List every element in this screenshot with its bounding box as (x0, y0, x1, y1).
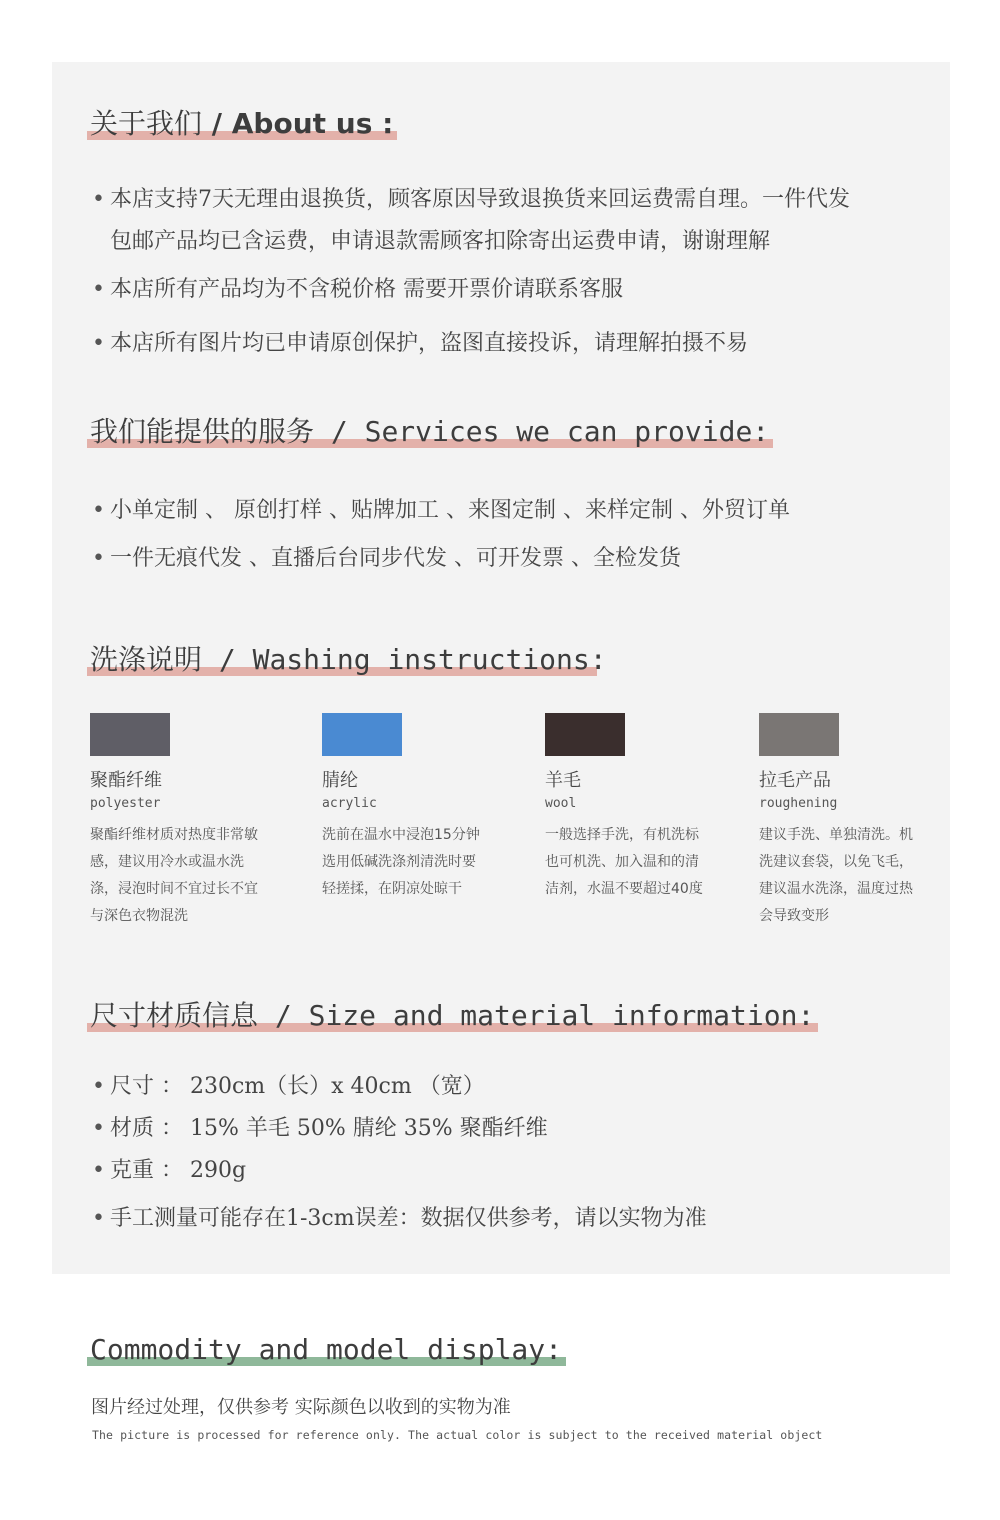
services-item-2: 一件无痕代发 、直播后台同步代发 、可开发票 、全检发货 (110, 546, 681, 571)
wash-desc: 聚酯纤维材质对热度非常敏感，建议用冷水或温水洗涤，浸泡时间不宜过长不宜与深色衣物混洗 (90, 827, 258, 924)
washing-heading-en: / Washing instructions: (202, 643, 607, 676)
about-item-2: 本店所有产品均为不含税价格 需要开票价请联系客服 (110, 277, 623, 302)
polyester-swatch (90, 713, 170, 756)
display-heading (90, 1330, 566, 1370)
about-list (90, 179, 850, 365)
display-note-cn: 图片经过处理，仅供参考 实际颜色以收到的实物为准 (91, 1397, 511, 1418)
about-section (90, 104, 397, 144)
services-heading-cn: 我们能提供的服务 (90, 415, 315, 448)
wash-en: roughening (759, 796, 838, 811)
wash-en: wool (545, 796, 577, 811)
roughening-swatch (759, 713, 839, 756)
size-item-4: 手工测量可能存在1-3cm误差：数据仅供参考，请以实物为准 (110, 1206, 707, 1231)
wash-name: 拉毛产品 (759, 770, 831, 791)
list-item (90, 1108, 707, 1150)
list-item (90, 1066, 707, 1108)
size-heading-en: / Size and material information: (258, 999, 815, 1032)
services-section (90, 412, 773, 452)
services-heading (90, 412, 773, 452)
about-heading-cn: 关于我们 (90, 107, 203, 140)
wash-name: 羊毛 (545, 770, 581, 791)
services-list (90, 490, 790, 580)
wash-item-acrylic (322, 713, 482, 903)
list-item (90, 323, 850, 365)
washing-section (90, 640, 611, 680)
washing-heading-cn: 洗涤说明 (90, 643, 203, 676)
list-item (90, 538, 790, 580)
wash-desc: 洗前在温水中浸泡15分钟选用低碱洗涤剂清洗时要轻搓揉，在阴凉处晾干 (322, 827, 480, 897)
list-item (90, 269, 850, 311)
list-item (90, 179, 850, 263)
wash-item-wool (545, 713, 705, 903)
washing-grid (90, 713, 950, 943)
wash-name: 腈纶 (322, 770, 358, 791)
washing-heading (90, 640, 611, 680)
wash-en: acrylic (322, 796, 377, 811)
about-item-1-line1: • 本店支持7天无理由退换货，顾客原因导致退换货来回运费需自理。一件代发 (110, 187, 850, 212)
wool-swatch (545, 713, 625, 756)
display-section (90, 1330, 566, 1370)
wash-desc: 一般选择手洗，有机洗标也可机洗、加入温和的清洁剂，水温不要超过40度 (545, 827, 703, 897)
size-section (90, 996, 818, 1036)
display-heading-en: Commodity and model display: (90, 1333, 563, 1366)
size-heading-cn: 尺寸材质信息 (90, 999, 259, 1032)
size-item-3: 克重 ： 290g (110, 1158, 247, 1183)
size-item-1: 尺寸 ： 230cm（长）x 40cm （宽） (110, 1074, 485, 1099)
wash-name: 聚酯纤维 (90, 770, 162, 791)
size-heading (90, 996, 818, 1036)
services-heading-en: / Services we can provide: (314, 415, 770, 448)
wash-desc: 建议手洗、单独清洗。机洗建议套袋，以免飞毛，建议温水洗涤，温度过热会导致变形 (759, 827, 913, 924)
about-item-3: 本店所有图片均已申请原创保护，盗图直接投诉，请理解拍摄不易 (110, 331, 749, 356)
about-heading-en: / About us : (202, 107, 394, 140)
wash-item-roughening (759, 713, 919, 930)
about-heading (90, 104, 397, 144)
list-item (90, 1198, 707, 1240)
size-list (90, 1066, 707, 1240)
size-item-2: 材质 ： 15% 羊毛 50% 腈纶 35% 聚酯纤维 (110, 1116, 548, 1141)
display-note-en: The picture is processed for reference only. The actual color is subject to the received material object (92, 1428, 823, 1442)
about-item-1-line2: 包邮产品均已含运费，申请退款需顾客扣除寄出运费申请，谢谢理解 (110, 229, 771, 254)
services-item-1: 小单定制 、 原创打样 、贴牌加工 、来图定制 、来样定制 、外贸订单 (110, 498, 790, 523)
list-item (90, 490, 790, 532)
wash-item-polyester (90, 713, 266, 930)
list-item (90, 1150, 707, 1192)
wash-en: polyester (90, 796, 161, 811)
acrylic-swatch (322, 713, 402, 756)
